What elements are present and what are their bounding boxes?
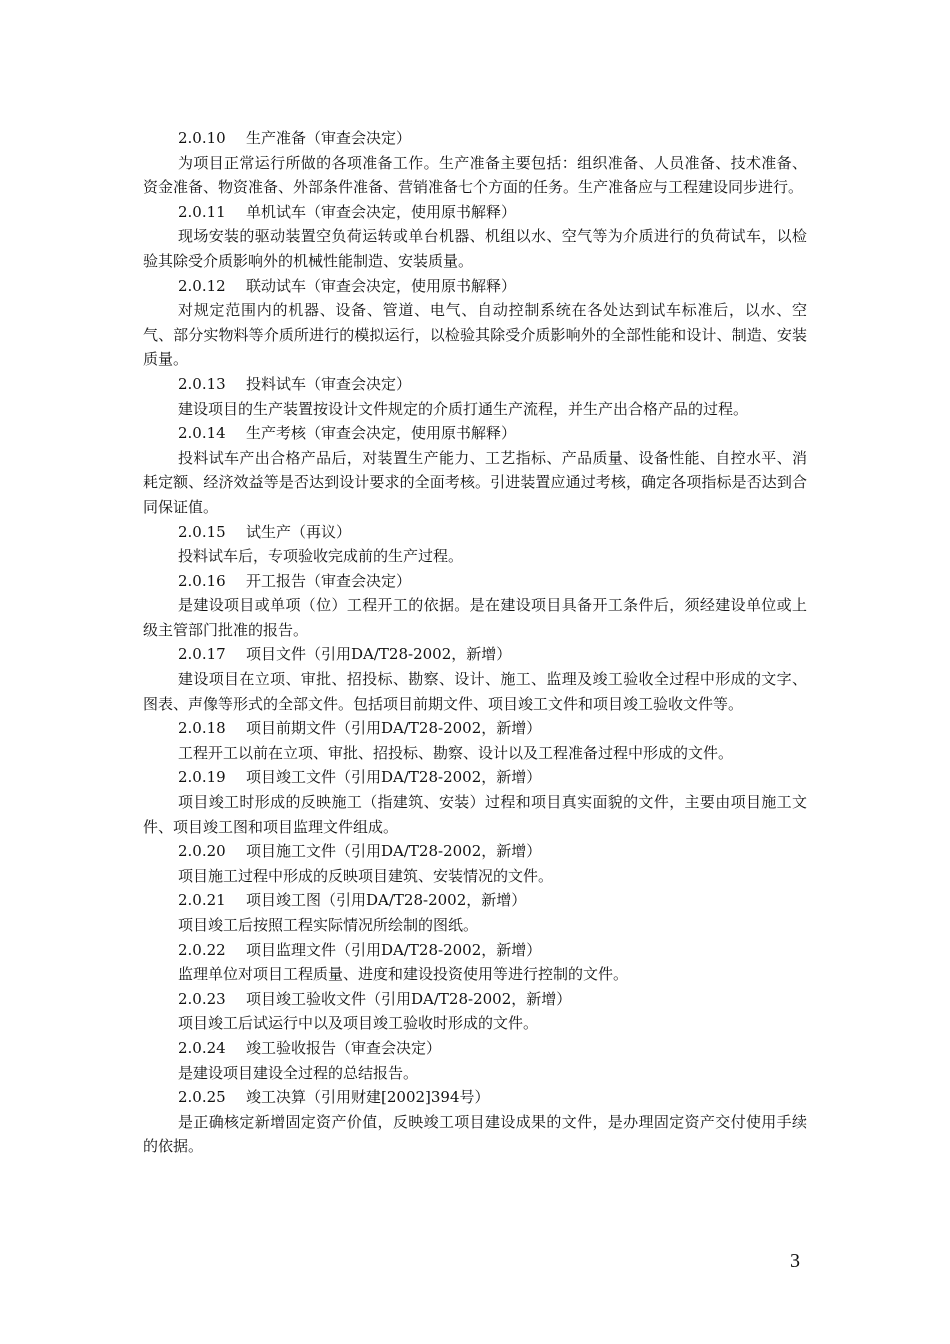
page-number: 3 xyxy=(790,1250,800,1272)
term-heading xyxy=(143,569,807,594)
clause-number: 2.0.16 xyxy=(178,571,226,590)
term-definition: 对规定范围内的机器、设备、管道、电气、自动控制系统在各处达到试车标准后，以水、空气、部分实物料等介质所进行的模拟运行，以检验其除受介质影响外的全部性能和设计、制造、安装质量。 xyxy=(143,301,807,369)
term-definition: 工程开工以前在立项、审批、招投标、勘察、设计以及工程准备过程中形成的文件。 xyxy=(178,743,734,762)
glossary-entry xyxy=(143,421,807,519)
clause-number: 2.0.23 xyxy=(178,989,226,1008)
glossary-entry xyxy=(143,642,807,716)
clause-number: 2.0.12 xyxy=(178,276,226,295)
glossary-entry xyxy=(143,987,807,1036)
glossary-entry xyxy=(143,839,807,888)
term-definition: 项目施工过程中形成的反映项目建筑、安装情况的文件。 xyxy=(178,866,554,885)
term-name: 竣工验收报告（审查会决定） xyxy=(246,1038,442,1057)
term-definition: 建设项目的生产装置按设计文件规定的介质打通生产流程，并生产出合格产品的过程。 xyxy=(178,399,749,418)
term-name: 项目施工文件（引用DA/T28-2002，新增） xyxy=(246,842,542,861)
glossary-entry xyxy=(143,765,807,839)
clause-number: 2.0.15 xyxy=(178,522,226,541)
clause-number: 2.0.14 xyxy=(178,424,226,443)
term-definition: 项目竣工后试运行中以及项目竣工验收时形成的文件。 xyxy=(178,1014,539,1033)
term-definition: 为项目正常运行所做的各项准备工作。生产准备主要包括：组织准备、人员准备、技术准备、资金准备、物资准备、外部条件准备、营销准备七个方面的任务。生产准备应与工程建设同步进行。 xyxy=(143,153,807,197)
clause-number: 2.0.24 xyxy=(178,1038,226,1057)
glossary-entry xyxy=(143,372,807,421)
clause-number: 2.0.22 xyxy=(178,940,226,959)
term-definition: 是正确核定新增固定资产价值，反映竣工项目建设成果的文件，是办理固定资产交付使用手续的依据。 xyxy=(143,1112,807,1156)
glossary-entry xyxy=(143,126,807,200)
term-name: 联动试车（审查会决定，使用原书解释） xyxy=(246,276,517,295)
term-heading xyxy=(143,765,807,790)
term-definition: 建设项目在立项、审批、招投标、勘察、设计、施工、监理及竣工验收全过程中形成的文字、图表、声像等形式的全部文件。包括项目前期文件、项目竣工文件和项目竣工验收文件等。 xyxy=(143,670,807,713)
glossary-entry xyxy=(143,1085,807,1159)
term-definition: 项目竣工后按照工程实际情况所绘制的图纸。 xyxy=(178,916,479,934)
glossary-entry xyxy=(143,938,807,987)
term-name: 投料试车（审查会决定） xyxy=(246,374,412,393)
term-name: 竣工决算（引用财建[2002]394号） xyxy=(246,1088,490,1107)
term-definition: 投料试车产出合格产品后，对装置生产能力、工艺指标、产品质量、设备性能、自控水平、消耗定额、经济效益等是否达到设计要求的全面考核。引进装置应通过考核，确定各项指标是否达到合同保证值。 xyxy=(143,448,807,516)
glossary-entry xyxy=(143,274,807,372)
term-name: 项目竣工图（引用DA/T28-2002，新增） xyxy=(246,891,527,910)
term-definition: 现场安装的驱动装置空负荷运转或单台机器、机组以水、空气等为介质进行的负荷试车，以检验其除受介质影响外的机械性能制造、安装质量。 xyxy=(143,227,807,270)
glossary-entry xyxy=(143,569,807,643)
glossary-entry xyxy=(143,1036,807,1085)
term-heading xyxy=(143,126,807,151)
glossary-entry xyxy=(143,520,807,569)
clause-number: 2.0.11 xyxy=(178,202,226,221)
term-heading xyxy=(143,839,807,864)
term-heading xyxy=(143,1036,807,1061)
term-name: 生产准备（审查会决定） xyxy=(246,129,412,147)
term-definition: 项目竣工时形成的反映施工（指建筑、安装）过程和项目真实面貌的文件，主要由项目施工文件、项目竣工图和项目监理文件组成。 xyxy=(143,793,807,836)
term-definition: 投料试车后，专项验收完成前的生产过程。 xyxy=(178,547,464,566)
term-name: 项目监理文件（引用DA/T28-2002，新增） xyxy=(246,940,542,959)
term-heading xyxy=(143,642,807,667)
term-name: 项目竣工文件（引用DA/T28-2002，新增） xyxy=(246,768,542,787)
term-heading xyxy=(143,200,807,225)
term-heading xyxy=(143,938,807,963)
term-definition: 是建设项目建设全过程的总结报告。 xyxy=(178,1063,419,1082)
term-heading xyxy=(143,274,807,299)
term-heading xyxy=(143,421,807,446)
term-heading xyxy=(143,372,807,397)
document-body xyxy=(143,126,807,1159)
term-name: 项目前期文件（引用DA/T28-2002，新增） xyxy=(246,719,542,738)
term-heading xyxy=(143,520,807,545)
term-name: 开工报告（审查会决定） xyxy=(246,571,412,590)
term-definition: 是建设项目或单项（位）工程开工的依据。是在建设项目具备开工条件后，须经建设单位或上级主管部门批准的报告。 xyxy=(143,596,807,639)
clause-number: 2.0.21 xyxy=(178,891,226,910)
term-name: 项目文件（引用DA/T28-2002，新增） xyxy=(246,645,512,664)
term-heading xyxy=(143,888,807,913)
term-name: 生产考核（审查会决定，使用原书解释） xyxy=(246,424,517,443)
term-name: 试生产（再议） xyxy=(246,522,352,541)
glossary-entries xyxy=(143,126,807,1159)
term-name: 项目竣工验收文件（引用DA/T28-2002，新增） xyxy=(246,989,572,1008)
clause-number: 2.0.19 xyxy=(178,768,226,787)
glossary-entry xyxy=(143,716,807,765)
clause-number: 2.0.10 xyxy=(178,129,226,147)
clause-number: 2.0.13 xyxy=(178,374,226,393)
clause-number: 2.0.17 xyxy=(178,645,226,664)
term-heading xyxy=(143,1085,807,1110)
clause-number: 2.0.25 xyxy=(178,1088,226,1107)
term-heading xyxy=(143,987,807,1012)
term-definition: 监理单位对项目工程质量、进度和建设投资使用等进行控制的文件。 xyxy=(178,965,629,984)
term-heading xyxy=(143,716,807,741)
clause-number: 2.0.20 xyxy=(178,842,226,861)
glossary-entry xyxy=(143,200,807,274)
glossary-entry xyxy=(143,888,807,937)
clause-number: 2.0.18 xyxy=(178,719,226,738)
term-name: 单机试车（审查会决定，使用原书解释） xyxy=(246,202,517,221)
